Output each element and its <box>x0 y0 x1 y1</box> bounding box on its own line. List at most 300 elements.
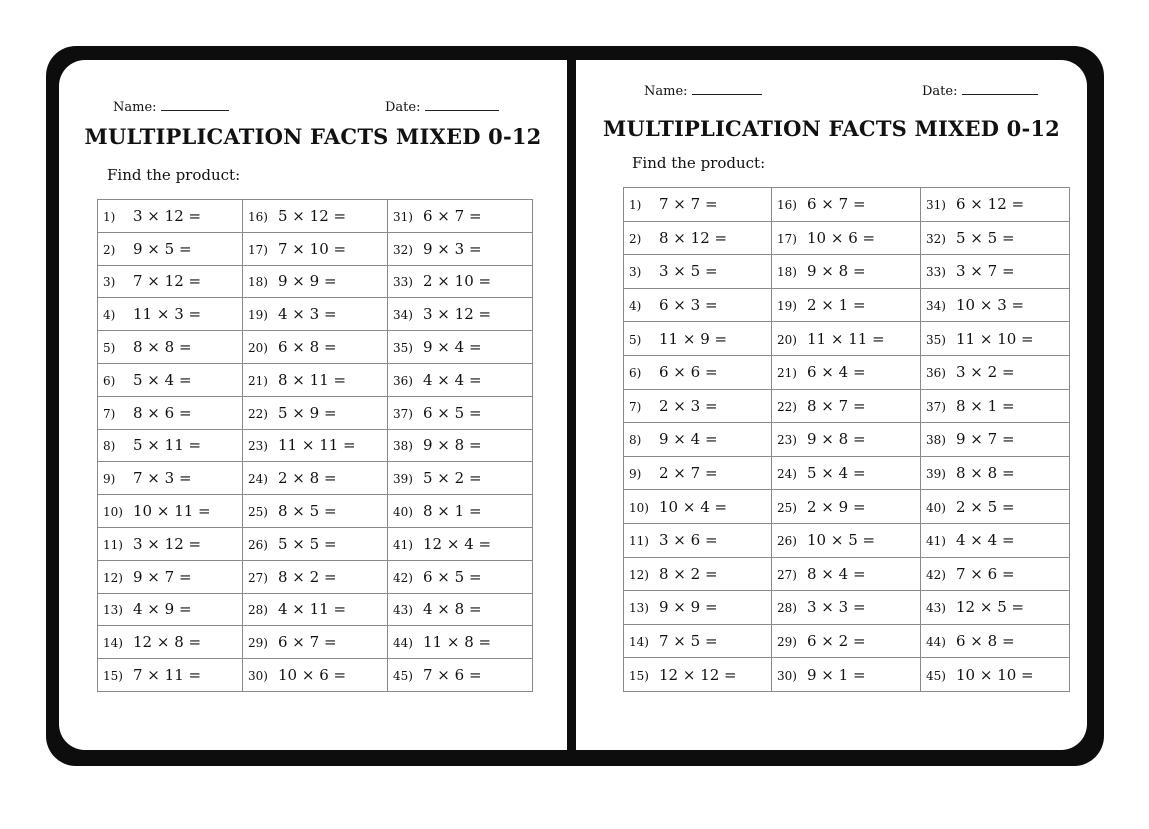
problem-number: 39) <box>393 472 413 487</box>
problem-cell[interactable] <box>243 200 388 233</box>
problem-expression: 9 × 7 = <box>956 430 1015 449</box>
problem-number: 17) <box>777 231 797 246</box>
problem-cell[interactable] <box>388 298 533 331</box>
problem-cell[interactable] <box>624 355 772 389</box>
problem-cell[interactable] <box>243 298 388 331</box>
problem-expression: 8 × 7 = <box>807 396 866 415</box>
problem-cell[interactable] <box>388 593 533 626</box>
problem-number: 21) <box>777 366 797 381</box>
table-row <box>624 456 1070 490</box>
problem-number: 38) <box>393 439 413 454</box>
problem-cell[interactable] <box>98 363 243 396</box>
problem-number: 2) <box>103 242 116 257</box>
problem-number: 26) <box>777 534 797 549</box>
problem-cell[interactable] <box>98 527 243 560</box>
problem-cell[interactable] <box>772 523 921 557</box>
problem-cell[interactable] <box>98 495 243 528</box>
problem-cell[interactable] <box>772 355 921 389</box>
problem-expression: 12 × 12 = <box>659 665 737 684</box>
problem-cell[interactable] <box>388 462 533 495</box>
problem-cell[interactable] <box>772 490 921 524</box>
problem-expression: 10 × 5 = <box>807 531 876 550</box>
table-row <box>98 200 533 233</box>
table-row <box>98 363 533 396</box>
problem-expression: 5 × 11 = <box>133 436 202 455</box>
problem-cell[interactable] <box>624 456 772 490</box>
problem-expression: 6 × 7 = <box>807 195 866 214</box>
problem-expression: 6 × 5 = <box>423 403 482 422</box>
problem-cell[interactable] <box>624 288 772 322</box>
problem-cell[interactable] <box>921 591 1070 625</box>
problem-expression: 10 × 3 = <box>956 296 1025 315</box>
problem-cell[interactable] <box>921 456 1070 490</box>
problem-expression: 4 × 4 = <box>423 370 482 389</box>
problem-number: 34) <box>393 308 413 323</box>
problem-number: 12) <box>629 567 649 582</box>
table-row <box>98 527 533 560</box>
problem-expression: 5 × 5 = <box>278 534 337 553</box>
problem-cell[interactable] <box>624 591 772 625</box>
problem-expression: 10 × 10 = <box>956 665 1034 684</box>
problem-number: 42) <box>393 570 413 585</box>
problem-number: 36) <box>393 373 413 388</box>
problem-cell[interactable] <box>98 626 243 659</box>
problem-expression: 9 × 1 = <box>807 665 866 684</box>
problem-expression: 11 × 11 = <box>278 436 356 455</box>
problem-expression: 6 × 8 = <box>956 632 1015 651</box>
problem-cell[interactable] <box>921 389 1070 423</box>
problem-cell[interactable] <box>772 188 921 222</box>
problem-expression: 6 × 8 = <box>278 338 337 357</box>
problem-cell[interactable] <box>243 527 388 560</box>
problem-expression: 9 × 4 = <box>423 338 482 357</box>
problem-number: 19) <box>248 308 268 323</box>
problem-cell[interactable] <box>921 423 1070 457</box>
problem-expression: 2 × 3 = <box>659 396 718 415</box>
problem-number: 23) <box>248 439 268 454</box>
problem-expression: 5 × 9 = <box>278 403 337 422</box>
problem-cell[interactable] <box>243 363 388 396</box>
problem-cell[interactable] <box>921 322 1070 356</box>
problem-cell[interactable] <box>921 288 1070 322</box>
problem-number: 16) <box>777 198 797 213</box>
problem-expression: 10 × 6 = <box>807 228 876 247</box>
problem-expression: 10 × 6 = <box>278 666 347 685</box>
table-row <box>624 658 1070 692</box>
problem-cell[interactable] <box>921 355 1070 389</box>
name-label: Name: <box>644 84 692 99</box>
problem-number: 32) <box>393 242 413 257</box>
problem-cell[interactable] <box>98 200 243 233</box>
problem-cell[interactable] <box>388 429 533 462</box>
table-row <box>624 490 1070 524</box>
table-row <box>98 265 533 298</box>
table-row <box>624 423 1070 457</box>
problem-number: 23) <box>777 433 797 448</box>
problem-cell[interactable] <box>243 429 388 462</box>
problem-expression: 11 × 3 = <box>133 305 202 324</box>
problem-cell[interactable] <box>388 495 533 528</box>
problem-cell[interactable] <box>98 396 243 429</box>
problem-expression: 8 × 6 = <box>133 403 192 422</box>
problem-expression: 7 × 7 = <box>659 195 718 214</box>
problem-cell[interactable] <box>772 255 921 289</box>
problem-number: 43) <box>393 603 413 618</box>
problem-number: 37) <box>393 406 413 421</box>
table-row <box>624 322 1070 356</box>
table-row <box>624 591 1070 625</box>
problem-expression: 5 × 12 = <box>278 206 347 225</box>
problem-expression: 8 × 1 = <box>423 502 482 521</box>
problem-cell[interactable] <box>624 523 772 557</box>
problem-expression: 6 × 12 = <box>956 195 1025 214</box>
problem-number: 28) <box>248 603 268 618</box>
table-row <box>624 389 1070 423</box>
problem-expression: 8 × 1 = <box>956 396 1015 415</box>
problem-expression: 9 × 8 = <box>423 436 482 455</box>
problem-expression: 10 × 11 = <box>133 502 211 521</box>
problem-cell[interactable] <box>388 331 533 364</box>
problem-number: 7) <box>103 406 116 421</box>
problem-expression: 11 × 10 = <box>956 329 1034 348</box>
problem-cell[interactable] <box>388 560 533 593</box>
problem-cell[interactable] <box>624 624 772 658</box>
problem-number: 27) <box>248 570 268 585</box>
problem-number: 15) <box>103 669 123 684</box>
problem-number: 25) <box>777 500 797 515</box>
problem-number: 30) <box>777 668 797 683</box>
problem-cell[interactable] <box>98 462 243 495</box>
problem-cell[interactable] <box>98 298 243 331</box>
problem-expression: 9 × 5 = <box>133 239 192 258</box>
problem-number: 15) <box>629 668 649 683</box>
problem-expression: 5 × 4 = <box>807 464 866 483</box>
problem-cell[interactable] <box>772 221 921 255</box>
problem-expression: 9 × 3 = <box>423 239 482 258</box>
problem-number: 30) <box>248 669 268 684</box>
problem-expression: 9 × 9 = <box>659 598 718 617</box>
problem-cell[interactable] <box>772 288 921 322</box>
table-row <box>98 462 533 495</box>
problem-expression: 9 × 8 = <box>807 430 866 449</box>
problem-expression: 2 × 9 = <box>807 497 866 516</box>
problem-table <box>97 199 533 692</box>
problem-expression: 7 × 6 = <box>423 666 482 685</box>
problem-expression: 4 × 3 = <box>278 305 337 324</box>
problem-cell[interactable] <box>624 658 772 692</box>
problem-cell[interactable] <box>98 265 243 298</box>
problem-number: 33) <box>393 275 413 290</box>
problem-cell[interactable] <box>772 591 921 625</box>
problem-expression: 7 × 12 = <box>133 272 202 291</box>
problem-expression: 8 × 8 = <box>133 338 192 357</box>
worksheet-page-right <box>576 60 1087 750</box>
problem-cell[interactable] <box>243 659 388 692</box>
problem-cell[interactable] <box>772 423 921 457</box>
problem-number: 29) <box>248 636 268 651</box>
problem-number: 7) <box>629 399 642 414</box>
worksheet-title: MULTIPLICATION FACTS MIXED 0-12 <box>603 116 1060 141</box>
name-label: Name: <box>113 100 161 115</box>
table-row <box>624 221 1070 255</box>
problem-expression: 6 × 2 = <box>807 632 866 651</box>
problem-cell[interactable] <box>772 624 921 658</box>
problem-expression: 10 × 4 = <box>659 497 728 516</box>
problem-expression: 9 × 4 = <box>659 430 718 449</box>
table-row <box>624 624 1070 658</box>
problem-number: 5) <box>103 341 116 356</box>
problem-expression: 5 × 4 = <box>133 370 192 389</box>
problem-cell[interactable] <box>921 188 1070 222</box>
problem-cell[interactable] <box>388 659 533 692</box>
worksheet-page-left <box>59 60 567 750</box>
problem-cell[interactable] <box>243 593 388 626</box>
problem-number: 4) <box>629 299 642 314</box>
problem-cell[interactable] <box>624 557 772 591</box>
problem-cell[interactable] <box>388 626 533 659</box>
problem-expression: 3 × 2 = <box>956 363 1015 382</box>
problem-cell[interactable] <box>772 557 921 591</box>
problem-expression: 4 × 9 = <box>133 600 192 619</box>
problem-number: 41) <box>393 537 413 552</box>
date-label: Date: <box>385 100 425 115</box>
problem-expression: 9 × 8 = <box>807 262 866 281</box>
problem-number: 44) <box>926 635 946 650</box>
table-row <box>98 626 533 659</box>
problem-expression: 3 × 12 = <box>423 305 492 324</box>
problem-expression: 4 × 8 = <box>423 600 482 619</box>
problem-cell[interactable] <box>388 200 533 233</box>
date-blank-line[interactable] <box>425 98 499 111</box>
problem-number: 1) <box>103 209 116 224</box>
table-row <box>98 495 533 528</box>
problem-expression: 6 × 3 = <box>659 296 718 315</box>
problem-number: 38) <box>926 433 946 448</box>
problem-expression: 3 × 7 = <box>956 262 1015 281</box>
problem-cell[interactable] <box>388 527 533 560</box>
problem-number: 41) <box>926 534 946 549</box>
problem-cell[interactable] <box>243 495 388 528</box>
table-row <box>624 288 1070 322</box>
table-row <box>624 557 1070 591</box>
date-field[interactable] <box>385 98 499 115</box>
table-row <box>98 429 533 462</box>
problem-cell[interactable] <box>624 322 772 356</box>
table-row <box>98 396 533 429</box>
problem-number: 35) <box>393 341 413 356</box>
problem-cell[interactable] <box>243 626 388 659</box>
problem-cell[interactable] <box>243 265 388 298</box>
problem-number: 13) <box>103 603 123 618</box>
problem-cell[interactable] <box>388 396 533 429</box>
problem-cell[interactable] <box>98 429 243 462</box>
problem-expression: 7 × 5 = <box>659 632 718 651</box>
problem-number: 24) <box>777 467 797 482</box>
problem-expression: 8 × 12 = <box>659 228 728 247</box>
problem-number: 9) <box>629 467 642 482</box>
table-row <box>624 255 1070 289</box>
problem-number: 6) <box>629 366 642 381</box>
name-blank-line[interactable] <box>161 98 229 111</box>
problem-number: 18) <box>248 275 268 290</box>
problem-table <box>623 187 1070 692</box>
date-field[interactable] <box>922 82 1038 99</box>
table-row <box>98 298 533 331</box>
problem-expression: 3 × 12 = <box>133 534 202 553</box>
problem-expression: 8 × 2 = <box>659 564 718 583</box>
problem-number: 5) <box>629 332 642 347</box>
date-blank-line[interactable] <box>962 82 1038 95</box>
problem-cell[interactable] <box>921 490 1070 524</box>
problem-number: 2) <box>629 231 642 246</box>
table-row <box>624 355 1070 389</box>
problem-cell[interactable] <box>388 232 533 265</box>
table-row <box>98 331 533 364</box>
problem-cell[interactable] <box>921 523 1070 557</box>
problem-cell[interactable] <box>98 593 243 626</box>
problem-cell[interactable] <box>772 389 921 423</box>
problem-expression: 6 × 6 = <box>659 363 718 382</box>
worksheet-title: MULTIPLICATION FACTS MIXED 0-12 <box>84 124 542 149</box>
problem-cell[interactable] <box>921 624 1070 658</box>
problem-number: 4) <box>103 308 116 323</box>
problem-number: 34) <box>926 299 946 314</box>
problem-number: 17) <box>248 242 268 257</box>
problem-expression: 12 × 5 = <box>956 598 1025 617</box>
problem-number: 44) <box>393 636 413 651</box>
problem-number: 11) <box>103 537 123 552</box>
problem-number: 45) <box>926 668 946 683</box>
problem-number: 29) <box>777 635 797 650</box>
problem-cell[interactable] <box>98 659 243 692</box>
problem-expression: 3 × 12 = <box>133 206 202 225</box>
name-field[interactable] <box>644 82 762 99</box>
problem-expression: 6 × 7 = <box>423 206 482 225</box>
problem-expression: 8 × 8 = <box>956 464 1015 483</box>
problem-cell[interactable] <box>921 255 1070 289</box>
table-row <box>98 659 533 692</box>
problem-number: 22) <box>248 406 268 421</box>
problem-cell[interactable] <box>624 490 772 524</box>
problem-expression: 8 × 11 = <box>278 370 347 389</box>
problem-number: 28) <box>777 601 797 616</box>
name-field[interactable] <box>113 98 229 115</box>
problem-cell[interactable] <box>98 560 243 593</box>
problem-expression: 5 × 5 = <box>956 228 1015 247</box>
problem-expression: 3 × 3 = <box>807 598 866 617</box>
problem-cell[interactable] <box>98 331 243 364</box>
problem-number: 16) <box>248 209 268 224</box>
problem-expression: 7 × 11 = <box>133 666 202 685</box>
problem-cell[interactable] <box>388 265 533 298</box>
problem-expression: 12 × 4 = <box>423 534 492 553</box>
problem-expression: 3 × 6 = <box>659 531 718 550</box>
problem-number: 31) <box>926 198 946 213</box>
problem-number: 37) <box>926 399 946 414</box>
problem-cell[interactable] <box>243 462 388 495</box>
problem-expression: 6 × 7 = <box>278 633 337 652</box>
name-blank-line[interactable] <box>692 82 762 95</box>
problem-number: 45) <box>393 669 413 684</box>
problem-number: 36) <box>926 366 946 381</box>
problem-expression: 8 × 5 = <box>278 502 337 521</box>
problem-cell[interactable] <box>624 423 772 457</box>
problem-number: 3) <box>103 275 116 290</box>
problem-expression: 11 × 9 = <box>659 329 728 348</box>
problem-cell[interactable] <box>772 658 921 692</box>
problem-number: 18) <box>777 265 797 280</box>
problem-number: 22) <box>777 399 797 414</box>
problem-expression: 2 × 8 = <box>278 469 337 488</box>
problem-number: 40) <box>926 500 946 515</box>
problem-number: 3) <box>629 265 642 280</box>
problem-cell[interactable] <box>772 456 921 490</box>
problem-number: 25) <box>248 505 268 520</box>
problem-number: 20) <box>248 341 268 356</box>
problem-expression: 3 × 5 = <box>659 262 718 281</box>
problem-expression: 4 × 11 = <box>278 600 347 619</box>
table-row <box>98 232 533 265</box>
instruction-text: Find the product: <box>107 166 241 184</box>
problem-expression: 12 × 8 = <box>133 633 202 652</box>
problem-number: 8) <box>629 433 642 448</box>
problem-cell[interactable] <box>921 557 1070 591</box>
instruction-text: Find the product: <box>632 154 766 172</box>
problem-number: 27) <box>777 567 797 582</box>
problem-cell[interactable] <box>243 396 388 429</box>
problem-cell[interactable] <box>921 658 1070 692</box>
problem-number: 32) <box>926 231 946 246</box>
problem-cell[interactable] <box>624 221 772 255</box>
problem-expression: 2 × 5 = <box>956 497 1015 516</box>
problem-cell[interactable] <box>98 232 243 265</box>
problem-number: 39) <box>926 467 946 482</box>
problem-number: 10) <box>629 500 649 515</box>
problem-cell[interactable] <box>243 232 388 265</box>
problem-number: 14) <box>629 635 649 650</box>
problem-number: 11) <box>629 534 649 549</box>
problem-number: 19) <box>777 299 797 314</box>
problem-cell[interactable] <box>624 255 772 289</box>
problem-cell[interactable] <box>772 322 921 356</box>
problem-number: 21) <box>248 373 268 388</box>
problem-expression: 2 × 1 = <box>807 296 866 315</box>
problem-expression: 6 × 5 = <box>423 567 482 586</box>
problem-cell[interactable] <box>388 363 533 396</box>
problem-cell[interactable] <box>921 221 1070 255</box>
problem-cell[interactable] <box>624 389 772 423</box>
problem-expression: 7 × 10 = <box>278 239 347 258</box>
problem-number: 40) <box>393 505 413 520</box>
problem-expression: 4 × 4 = <box>956 531 1015 550</box>
problem-expression: 2 × 10 = <box>423 272 492 291</box>
table-row <box>98 593 533 626</box>
problem-cell[interactable] <box>243 560 388 593</box>
problem-cell[interactable] <box>624 188 772 222</box>
problem-cell[interactable] <box>243 331 388 364</box>
problem-number: 6) <box>103 373 116 388</box>
problem-expression: 11 × 11 = <box>807 329 885 348</box>
problem-expression: 11 × 8 = <box>423 633 492 652</box>
problem-number: 26) <box>248 537 268 552</box>
problem-expression: 9 × 9 = <box>278 272 337 291</box>
problem-number: 35) <box>926 332 946 347</box>
problem-number: 8) <box>103 439 116 454</box>
date-label: Date: <box>922 84 962 99</box>
problem-number: 33) <box>926 265 946 280</box>
problem-number: 13) <box>629 601 649 616</box>
problem-number: 20) <box>777 332 797 347</box>
